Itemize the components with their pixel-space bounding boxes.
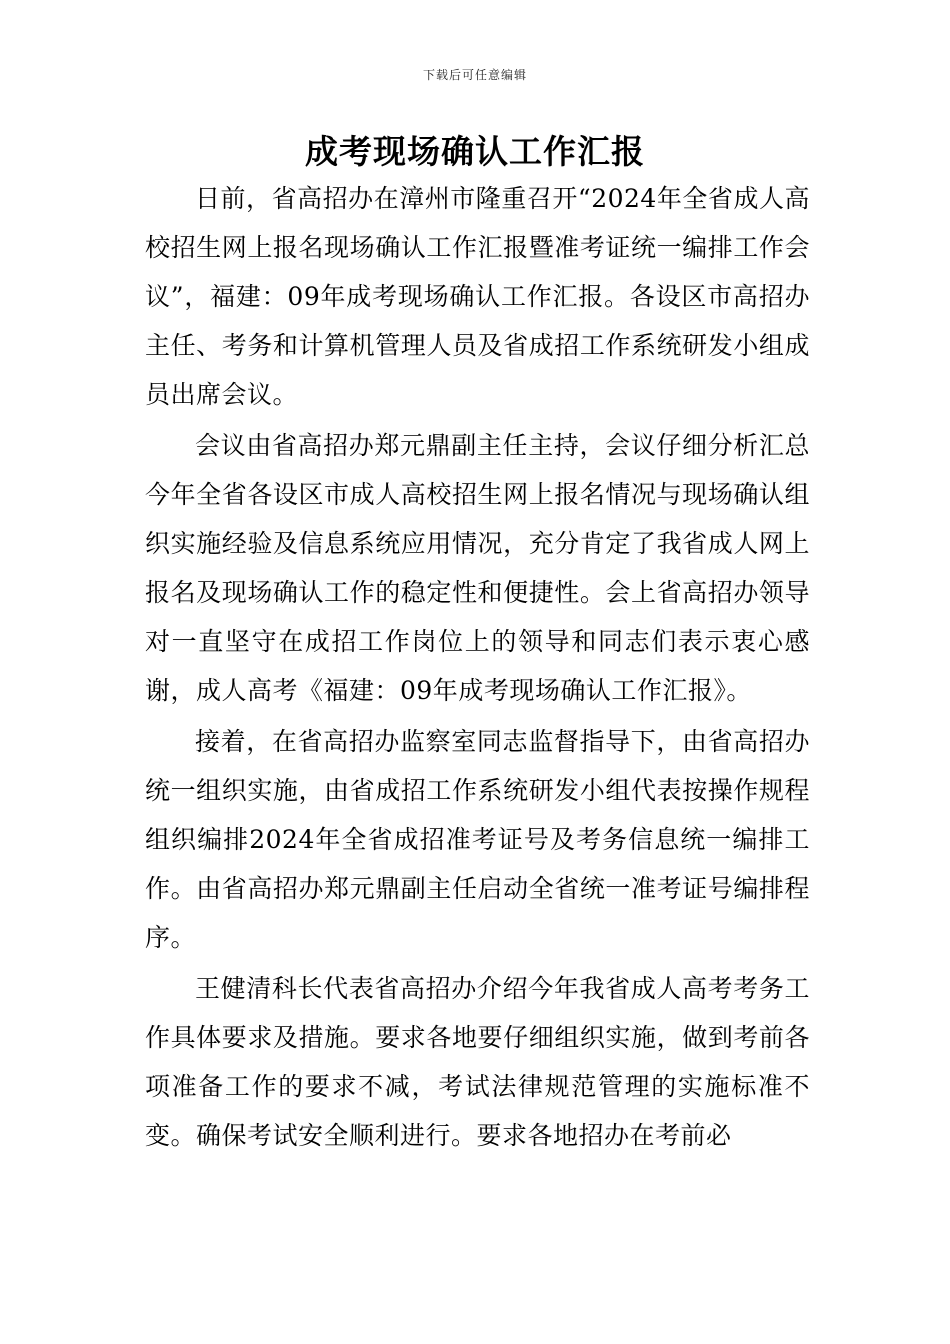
paragraph-4: 王健清科长代表省高招办介绍今年我省成人高考考务工作具体要求及措施。要求各地要仔细组织实施，做到考前各项准备工作的要求不减，考试法律规范管理的实施标准不变。确保考试安全顺利进行。要求各地招办在考前必 <box>145 974 810 1150</box>
page-header-note: 下载后可任意编辑 <box>422 68 527 82</box>
document-body <box>145 174 810 1162</box>
paragraph-2: 会议由省高招办郑元鼎副主任主持，会议仔细分析汇总今年全省各设区市成人高校招生网上报名情况与现场确认组织实施经验及信息系统应用情况，充分肯定了我省成人网上报名及现场确认工作的稳定性和便捷性。会上省高招办领导对一直坚守在成招工作岗位上的领导和同志们表示衷心感谢，成人高考《福建：09年成考现场确认工作汇报》。 <box>145 431 810 705</box>
document-title: 成考现场确认工作汇报 <box>305 132 645 171</box>
paragraph-1: 日前，省高招办在漳州市隆重召开“2024年全省成人高校招生网上报名现场确认工作汇报暨准考证统一编排工作会议”，福建：09年成考现场确认工作汇报。各设区市高招办主任、考务和计算机管理人员及省成招工作系统研发小组成员出席会议。 <box>145 184 810 409</box>
paragraph-3: 接着，在省高招办监察室同志监督指导下，由省高招办统一组织实施，由省成招工作系统研发小组代表按操作规程组织编排2024年全省成招准考证号及考务信息统一编排工作。由省高招办郑元鼎副主任启动全省统一准考证号编排程序。 <box>145 727 810 952</box>
